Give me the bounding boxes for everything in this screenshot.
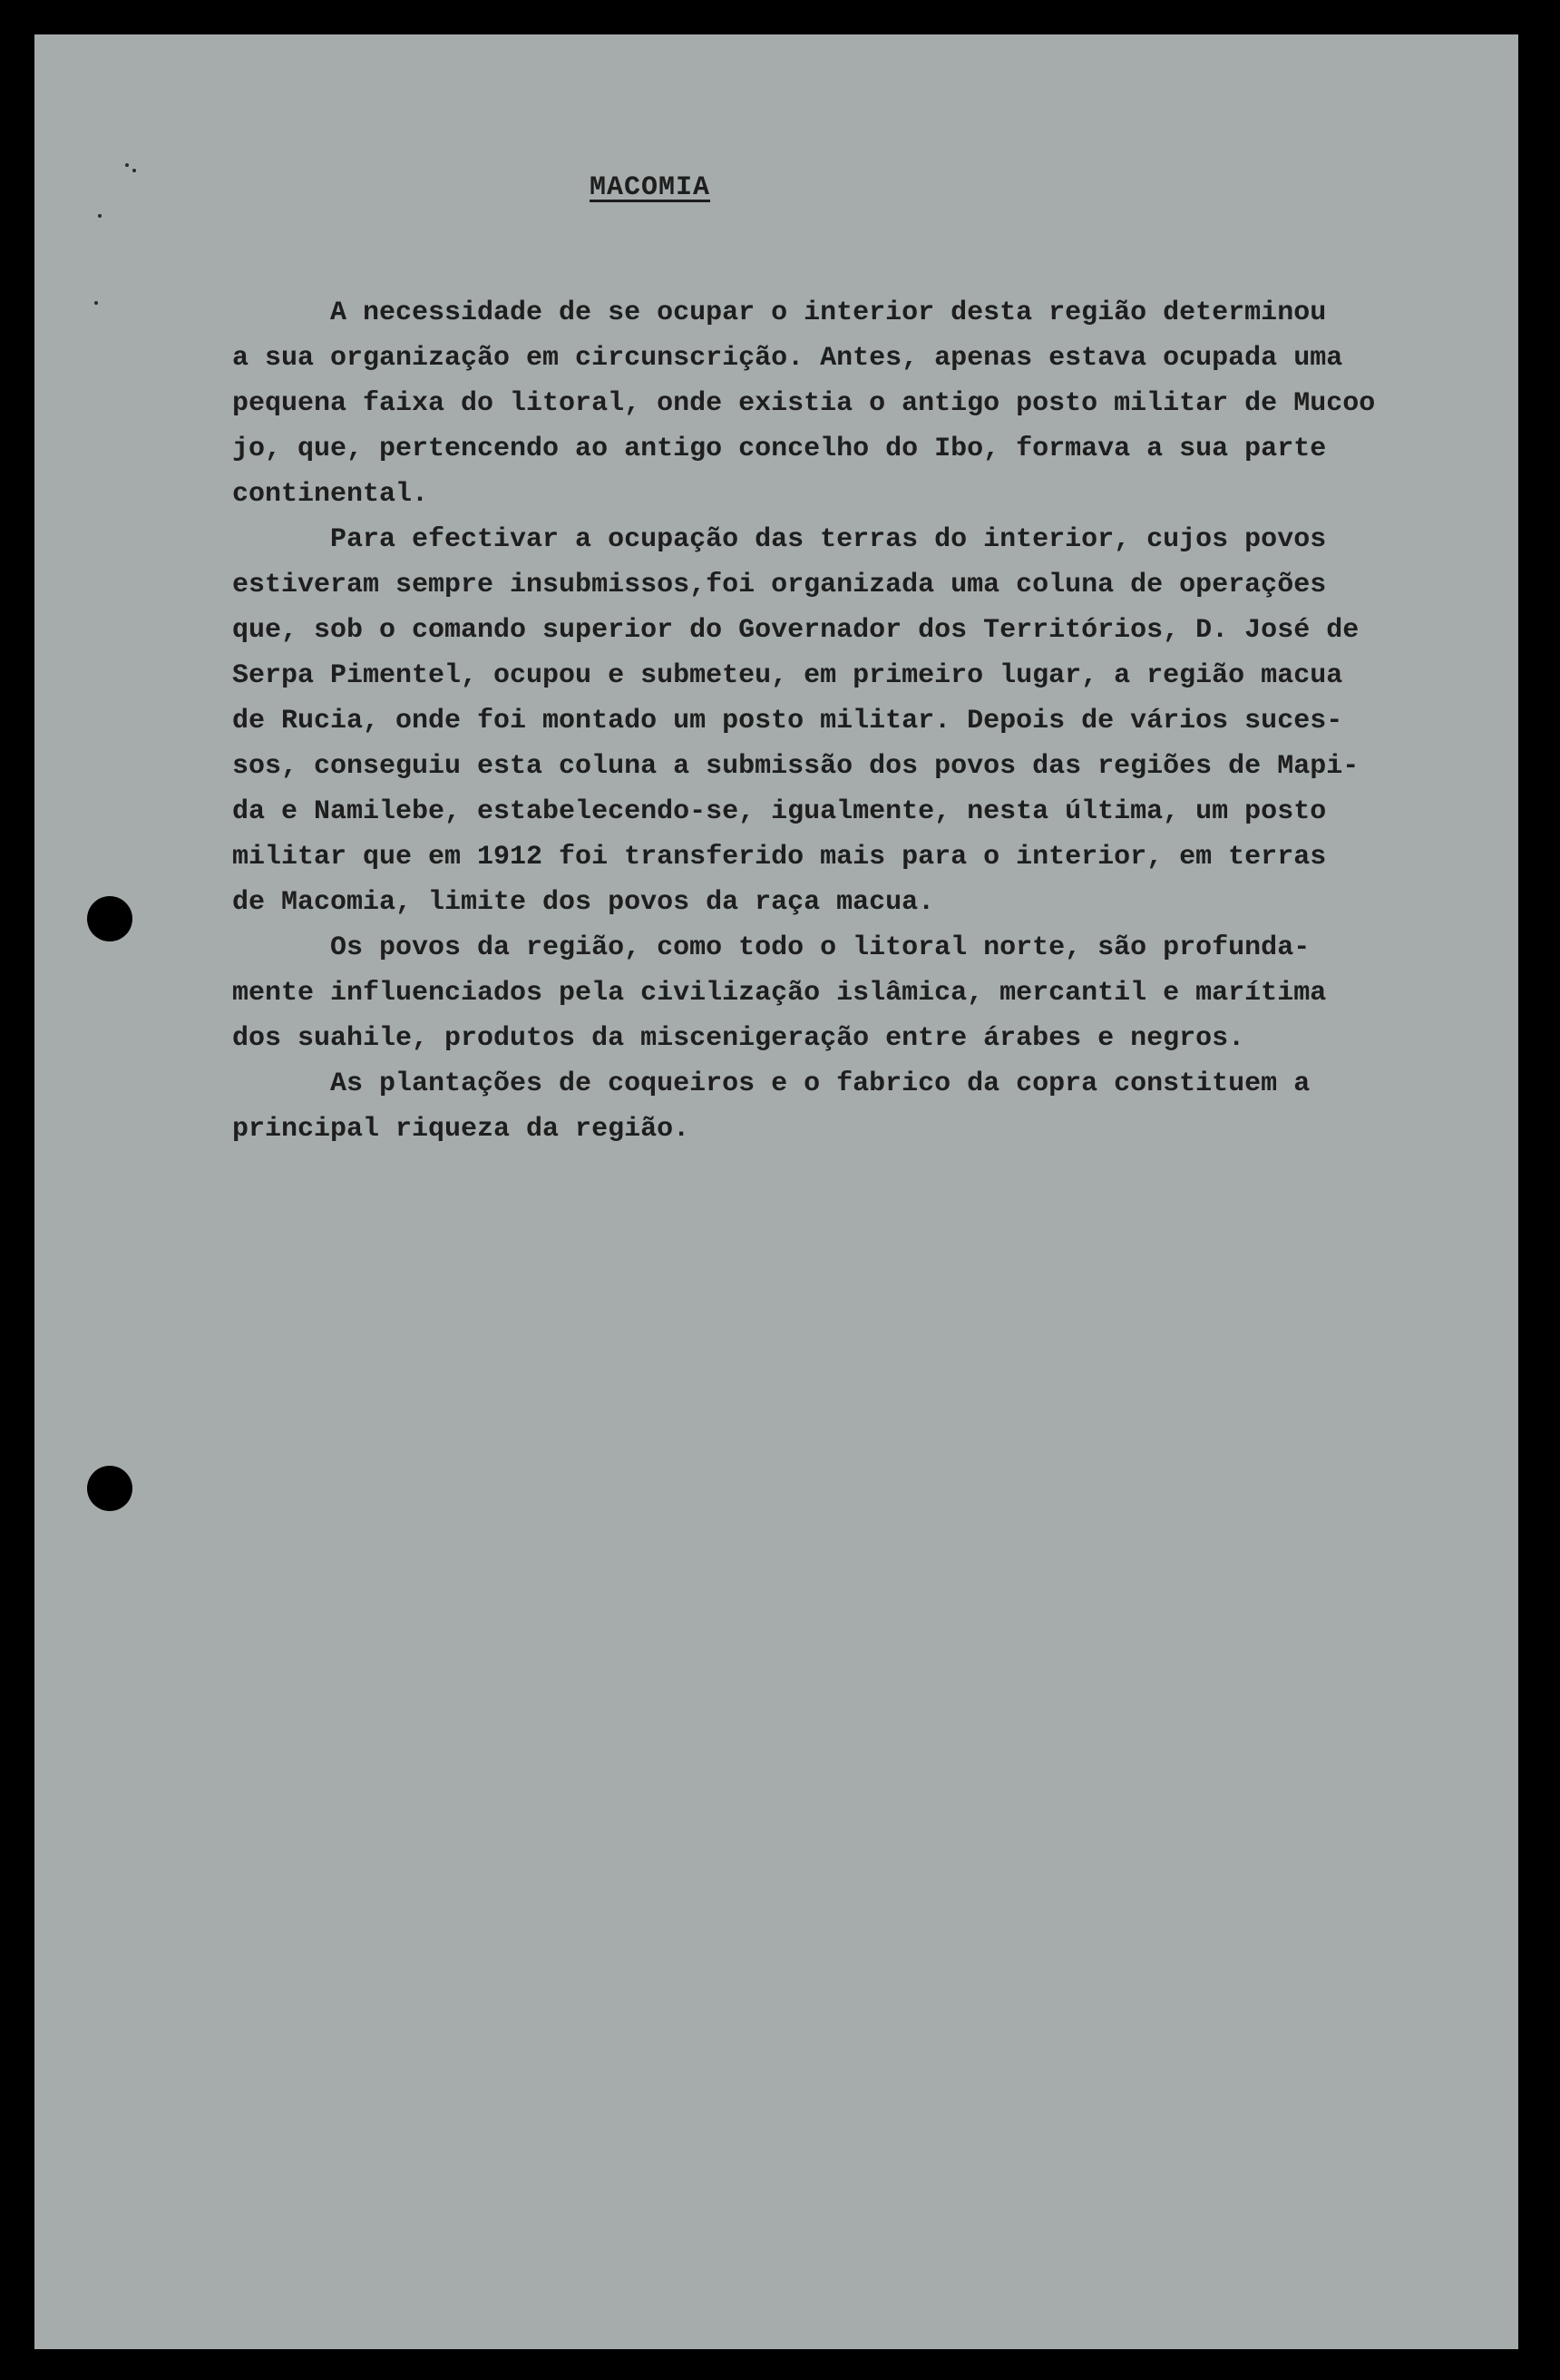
paper-speck — [132, 169, 136, 172]
document-body — [232, 290, 1518, 1152]
body-line: mente influenciados pela civilização islâmica, mercantil e marítima — [232, 978, 1327, 1009]
document-title: MACOMIA — [590, 172, 711, 203]
paper-speck — [98, 214, 102, 218]
body-line: de Rucia, onde foi montado um posto militar. Depois de vários suces- — [232, 706, 1343, 736]
body-line: estiveram sempre insubmissos,foi organizada uma coluna de operações — [232, 570, 1327, 600]
body-line: pequena faixa do litoral, onde existia o antigo posto militar de Mucoo — [232, 388, 1376, 419]
body-line: principal riqueza da região. — [232, 1114, 690, 1145]
body-line: jo, que, pertencendo ao antigo concelho do Ibo, formava a sua parte — [232, 434, 1327, 464]
body-line: militar que em 1912 foi transferido mais para o interior, em terras — [232, 842, 1327, 873]
punch-hole-top — [87, 896, 132, 941]
body-line: Para efectivar a ocupação das terras do interior, cujos povos — [232, 524, 1327, 555]
paper-speck — [125, 163, 129, 167]
body-line: que, sob o comando superior do Governador dos Territórios, D. José de — [232, 615, 1360, 646]
punch-hole-bottom — [87, 1466, 132, 1511]
body-line: continental. — [232, 479, 429, 510]
body-line: dos suahile, produtos da miscenigeração entre árabes e negros. — [232, 1023, 1245, 1054]
body-line: a sua organização em circunscrição. Antes, apenas estava ocupada uma — [232, 343, 1343, 374]
body-line: sos, conseguiu esta coluna a submissão dos povos das regiões de Mapi- — [232, 751, 1360, 782]
body-line: As plantações de coqueiros e o fabrico da copra constituem a — [232, 1068, 1311, 1099]
body-line: Serpa Pimentel, ocupou e submeteu, em primeiro lugar, a região macua — [232, 660, 1343, 691]
body-line: da e Namilebe, estabelecendo-se, igualmente, nesta última, um posto — [232, 796, 1327, 827]
document-page — [34, 34, 1518, 2349]
body-line: A necessidade de se ocupar o interior desta região determinou — [232, 298, 1327, 328]
paper-speck — [94, 301, 98, 305]
body-line: de Macomia, limite dos povos da raça macua. — [232, 887, 935, 918]
body-line: Os povos da região, como todo o litoral norte, são profunda- — [232, 932, 1311, 963]
